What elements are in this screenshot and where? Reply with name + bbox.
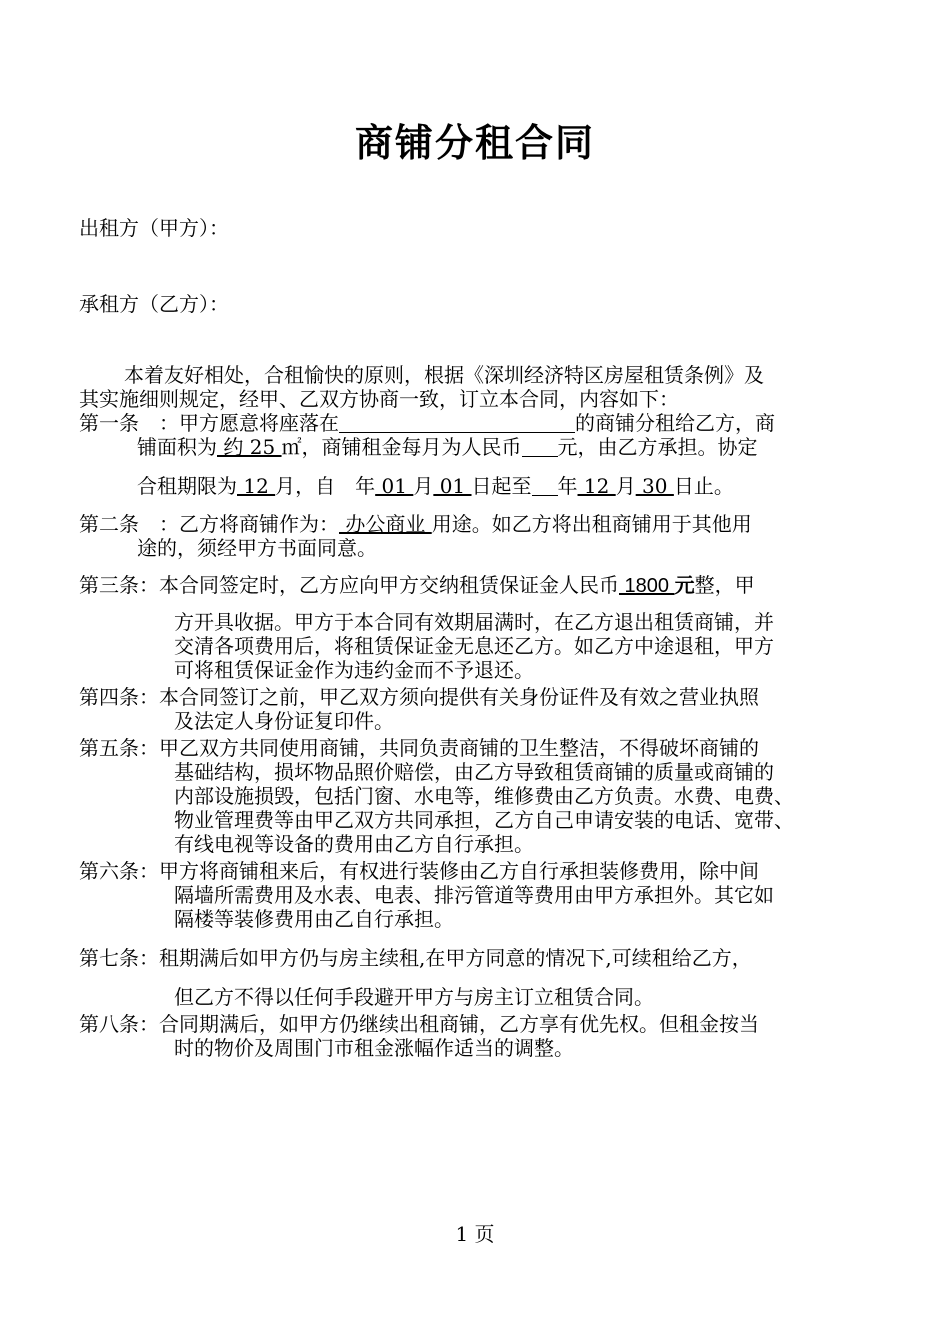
document-title: 商铺分租合同 — [354, 121, 595, 165]
article-1-text: 日起至 — [471, 474, 532, 498]
article-5-line-5: 有线电视等设备的费用由乙方自行承担。 — [174, 832, 534, 856]
article-4-line-1: 第四条：本合同签订之前，甲乙双方须向提供有关身份证件及有效之营业执照 — [79, 685, 759, 709]
article-1-text: 合租期限为 — [137, 474, 237, 498]
deposit-amount-value: 1800 — [619, 575, 675, 597]
lessee-label: 承租方（乙方）： — [79, 292, 229, 316]
article-1-text: 年 — [557, 474, 578, 498]
article-3-line-1 — [79, 573, 755, 598]
preamble-line-2: 其实施细则规定，经甲、乙双方协商一致，订立本合同，内容如下： — [79, 387, 679, 411]
article-1-text: 月 — [413, 474, 434, 498]
article-1-text: 的商铺分租给乙方，商 — [575, 411, 775, 435]
article-1-text: 日止。 — [673, 474, 734, 498]
end-month-value: 12 — [577, 474, 616, 498]
article-3-line-3: 交清各项费用后，将租赁保证金无息还乙方。如乙方中途退租，甲方 — [174, 634, 774, 658]
article-7-line-2: 但乙方不得以任何手段避开甲方与房主订立租赁合同。 — [174, 985, 654, 1009]
lessor-label: 出租方（甲方）： — [79, 216, 229, 240]
article-2-line-1 — [79, 512, 752, 536]
usage-purpose-value: 办公商业 — [339, 512, 432, 536]
page-number: 1 页 — [455, 1222, 495, 1246]
article-5-line-2: 基础结构，损坏物品照价赔偿，由乙方导致租赁商铺的质量或商铺的 — [174, 760, 774, 784]
article-4-line-2: 及法定人身份证复印件。 — [174, 709, 394, 733]
article-8-line-1: 第八条：合同期满后，如甲方仍继续出租商铺，乙方享有优先权。但租金按当 — [79, 1012, 759, 1036]
article-1-line-2 — [137, 435, 758, 459]
article-1-line-1 — [79, 411, 775, 435]
article-2-text: 用途。如乙方将出租商铺用于其他用 — [431, 512, 752, 536]
article-6-line-3: 隔楼等装修费用由乙自行承担。 — [174, 907, 454, 931]
article-8-line-2: 时的物价及周围门市租金涨幅作适当的调整。 — [174, 1036, 574, 1060]
article-1-text: ㎡，商铺租金每月为人民币 — [281, 435, 522, 459]
article-1-text: 元，由乙方承担。协定 — [557, 435, 758, 459]
location-blank — [339, 412, 575, 433]
article-1-line-3 — [137, 474, 734, 498]
article-1-text: 铺面积为 — [137, 435, 217, 459]
article-2-text: 第二条 ：乙方将商铺作为： — [79, 512, 339, 536]
article-6-line-1: 第六条：甲方将商铺租来后，有权进行装修由乙方自行承担装修费用，除中间 — [79, 859, 759, 883]
article-1-text: 月 — [615, 474, 636, 498]
article-2-line-2: 途的，须经甲方书面同意。 — [137, 536, 377, 560]
article-6-line-2: 隔墙所需费用及水表、电表、排污管道等费用由甲方承担外。其它如 — [174, 883, 774, 907]
start-month-value: 01 — [375, 474, 414, 498]
lease-months-value: 12 — [237, 474, 276, 498]
article-3-text: 元 — [674, 573, 695, 597]
article-5-line-4: 物业管理费等由甲乙双方共同承担，乙方自己申请安装的电话、宽带、 — [174, 808, 794, 832]
article-7-line-1: 第七条：租期满后如甲方仍与房主续租,在甲方同意的情况下,可续租给乙方， — [79, 946, 752, 970]
start-day-value: 01 — [433, 474, 472, 498]
article-3-text: 整，甲 — [694, 573, 755, 597]
end-day-value: 30 — [635, 474, 674, 498]
rent-blank — [522, 436, 558, 457]
article-3-text: 第三条：本合同签定时，乙方应向甲方交纳租赁保证金人民币 — [79, 573, 619, 597]
article-5-line-1: 第五条：甲乙双方共同使用商铺，共同负责商铺的卫生整洁，不得破坏商铺的 — [79, 736, 759, 760]
article-3-line-2: 方开具收据。甲方于本合同有效期届满时，在乙方退出租赁商铺，并 — [174, 610, 774, 634]
preamble-line-1: 本着友好相处，合租愉快的原则，根据《深圳经济特区房屋租赁条例》及 — [124, 363, 764, 387]
article-1-text: 月，自 年 — [275, 474, 376, 498]
article-3-line-4: 可将租赁保证金作为违约金而不予退还。 — [174, 658, 534, 682]
article-1-text: 第一条 ：甲方愿意将座落在 — [79, 411, 339, 435]
shop-area-value: 约 25 — [217, 435, 282, 459]
article-5-line-3: 内部设施损毁，包括门窗、水电等，维修费由乙方负责。水费、电费、 — [174, 784, 794, 808]
end-year-blank — [532, 475, 558, 496]
